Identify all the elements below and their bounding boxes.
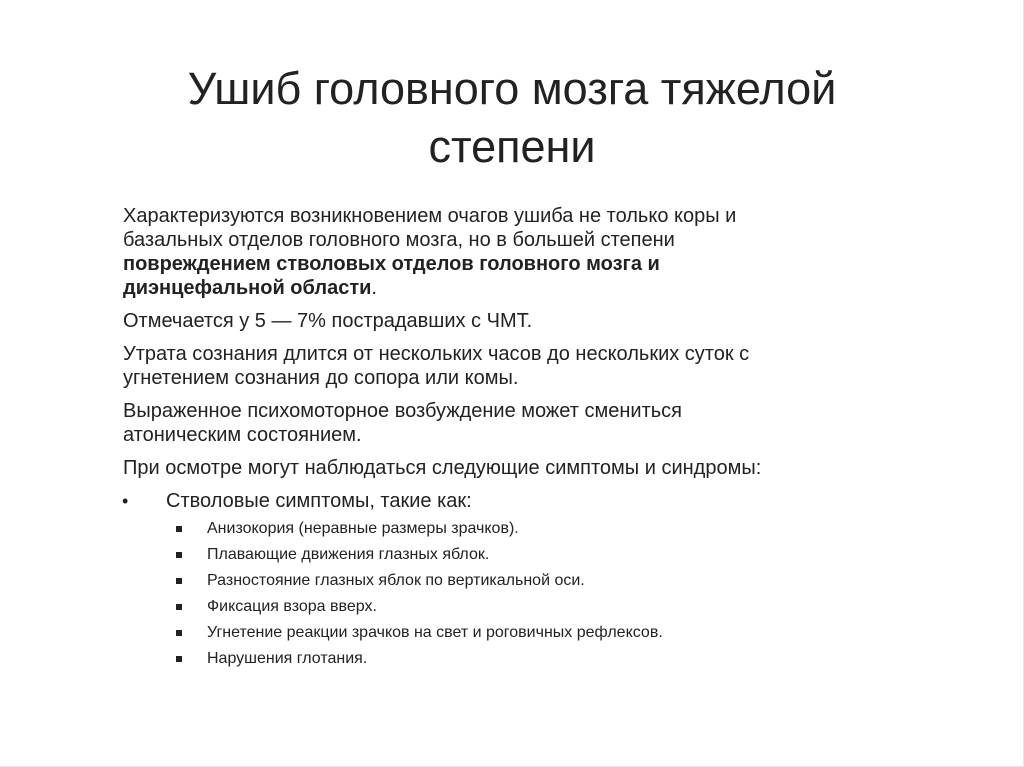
list-item <box>123 597 923 617</box>
list-item-text: Разностояние глазных яблок по вертикальной оси. <box>207 572 585 589</box>
paragraph-examination <box>123 456 923 480</box>
paragraph-frequency <box>123 309 923 333</box>
list-item <box>123 571 923 591</box>
paragraph-line: угнетением сознания до сопора или комы. <box>123 367 519 389</box>
list-item-text: Фиксация взора вверх. <box>207 598 377 615</box>
square-bullet-icon <box>176 578 182 584</box>
paragraph-line: Отмечается у 5 — 7% пострадавших с ЧМТ. <box>123 310 533 332</box>
period: . <box>371 277 377 299</box>
bold-text: повреждением стволовых отделов головного мозга и <box>123 253 660 275</box>
paragraph-line: Утрата сознания длится от нескольких часов до нескольких суток с <box>123 343 750 365</box>
slide-title <box>60 60 964 176</box>
list-item-text: Угнетение реакции зрачков на свет и роговичных рефлексов. <box>207 624 663 641</box>
slide-title-line-2: степени <box>428 121 596 173</box>
paragraph-agitation <box>123 399 923 447</box>
paragraph-line-bold <box>123 252 923 276</box>
list-item <box>123 519 923 539</box>
list-item <box>123 649 923 669</box>
paragraph-line: При осмотре могут наблюдаться следующие симптомы и синдромы: <box>123 457 762 479</box>
symptoms-list <box>123 519 923 669</box>
slide-body <box>123 204 923 675</box>
square-bullet-icon <box>176 630 182 636</box>
paragraph-line: атоническим состоянием. <box>123 424 362 446</box>
square-bullet-icon <box>176 526 182 532</box>
list-item-text: Плавающие движения глазных яблок. <box>207 546 490 563</box>
paragraph-line: Выраженное психомоторное возбуждение может смениться <box>123 400 682 422</box>
bullet-text: Стволовые симптомы, такие как: <box>166 490 472 512</box>
list-item-text: Нарушения глотания. <box>207 650 368 667</box>
square-bullet-icon <box>176 552 182 558</box>
paragraph-line: Характеризуются возникновением очагов ушиба не только коры и <box>123 205 737 227</box>
square-bullet-icon <box>176 656 182 662</box>
paragraph-consciousness <box>123 342 923 390</box>
paragraph-line-bold <box>123 276 923 300</box>
list-item <box>123 545 923 565</box>
paragraph-line: базальных отделов головного мозга, но в большей степени <box>123 229 675 251</box>
paragraph-characteristics <box>123 204 923 300</box>
square-bullet-icon <box>176 604 182 610</box>
bullet-dot-icon: • <box>122 491 129 511</box>
list-item-text: Анизокория (неравные размеры зрачков). <box>207 520 519 537</box>
list-item <box>123 623 923 643</box>
bold-text: диэнцефальной области <box>123 277 372 299</box>
slide-title-line-1: Ушиб головного мозга тяжелой <box>187 63 837 115</box>
bullet-stem-symptoms <box>122 489 923 513</box>
